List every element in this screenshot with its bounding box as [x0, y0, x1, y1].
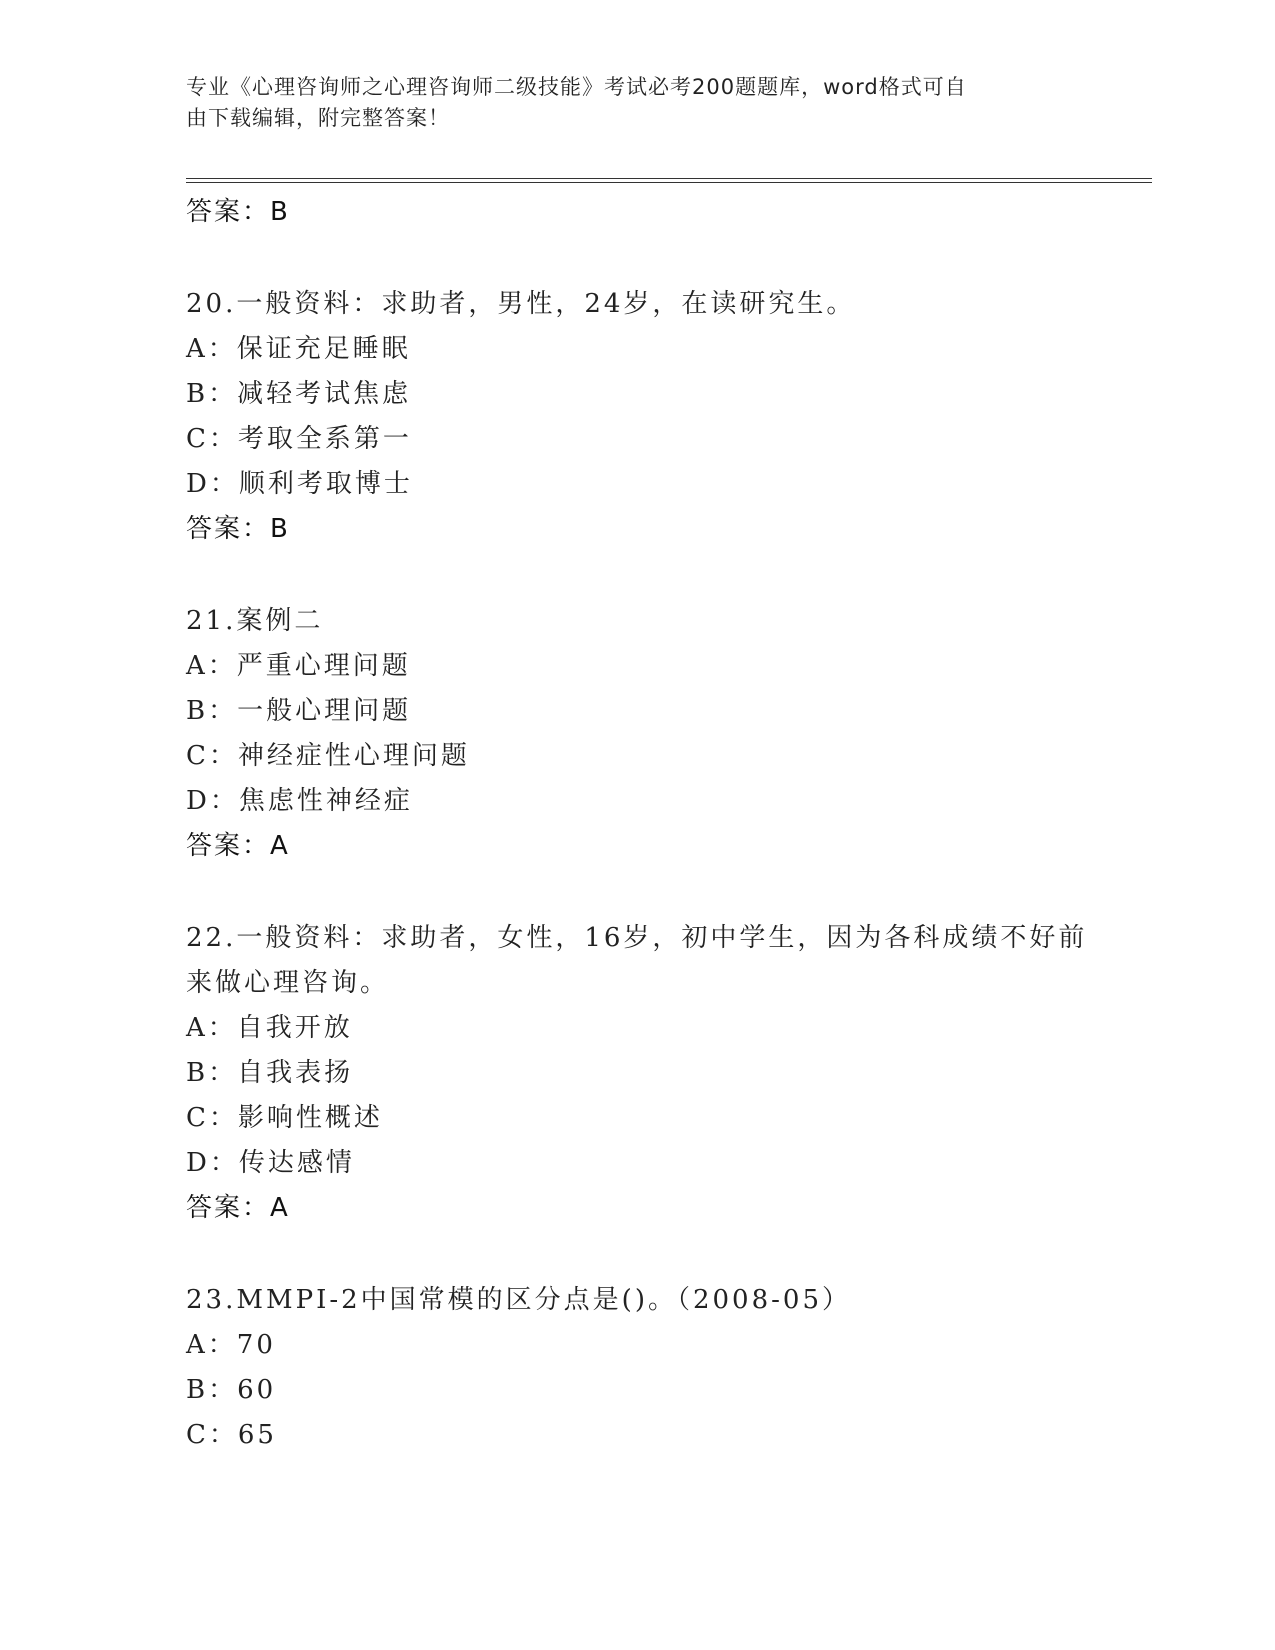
option-d: D：焦虑性神经症 [186, 786, 413, 816]
answer-line: 答案：A [186, 1193, 290, 1223]
header-line-1: 专业《心理咨询师之心理咨询师二级技能》考试必考200题题库，word格式可自 [186, 75, 967, 99]
document-header [186, 72, 1066, 134]
option-b: B：60 [186, 1375, 277, 1405]
answer-line: 答案：B [186, 197, 290, 227]
option-a: A：70 [186, 1330, 276, 1360]
answer-line: 答案：B [186, 514, 290, 544]
question-block-23 [186, 1278, 1086, 1458]
question-stem-line-1: 22.一般资料：求助者，女性，16岁，初中学生，因为各科成绩不好前 [186, 923, 1088, 953]
option-c: C：考取全系第一 [186, 424, 412, 454]
option-a: A：自我开放 [186, 1013, 353, 1043]
header-divider-top [186, 178, 1152, 179]
header-line-2: 由下载编辑，附完整答案！ [186, 106, 450, 130]
question-stem-line-2: 来做心理咨询。 [186, 968, 390, 998]
option-c: C：65 [186, 1420, 277, 1450]
option-b: B：自我表扬 [186, 1058, 354, 1088]
answer-line: 答案：A [186, 831, 290, 861]
option-d: D：传达感情 [186, 1148, 355, 1178]
option-b: B：一般心理问题 [186, 696, 412, 726]
option-a: A：严重心理问题 [186, 651, 411, 681]
question-stem: 20.一般资料：求助者，男性，24岁，在读研究生。 [186, 289, 856, 319]
option-c: C：影响性概述 [186, 1103, 383, 1133]
question-stem: 23.MMPI-2中国常模的区分点是()。（2008-05） [186, 1285, 852, 1315]
option-d: D：顺利考取博士 [186, 469, 413, 499]
option-a: A：保证充足睡眠 [186, 334, 411, 364]
option-c: C：神经症性心理问题 [186, 741, 470, 771]
question-list [186, 190, 1086, 1458]
option-b: B：减轻考试焦虑 [186, 379, 412, 409]
question-block-22 [186, 916, 1086, 1231]
question-stem: 21.案例二 [186, 606, 324, 636]
question-block-21 [186, 599, 1086, 869]
question-block-20 [186, 282, 1086, 552]
header-divider-bottom [186, 182, 1152, 183]
